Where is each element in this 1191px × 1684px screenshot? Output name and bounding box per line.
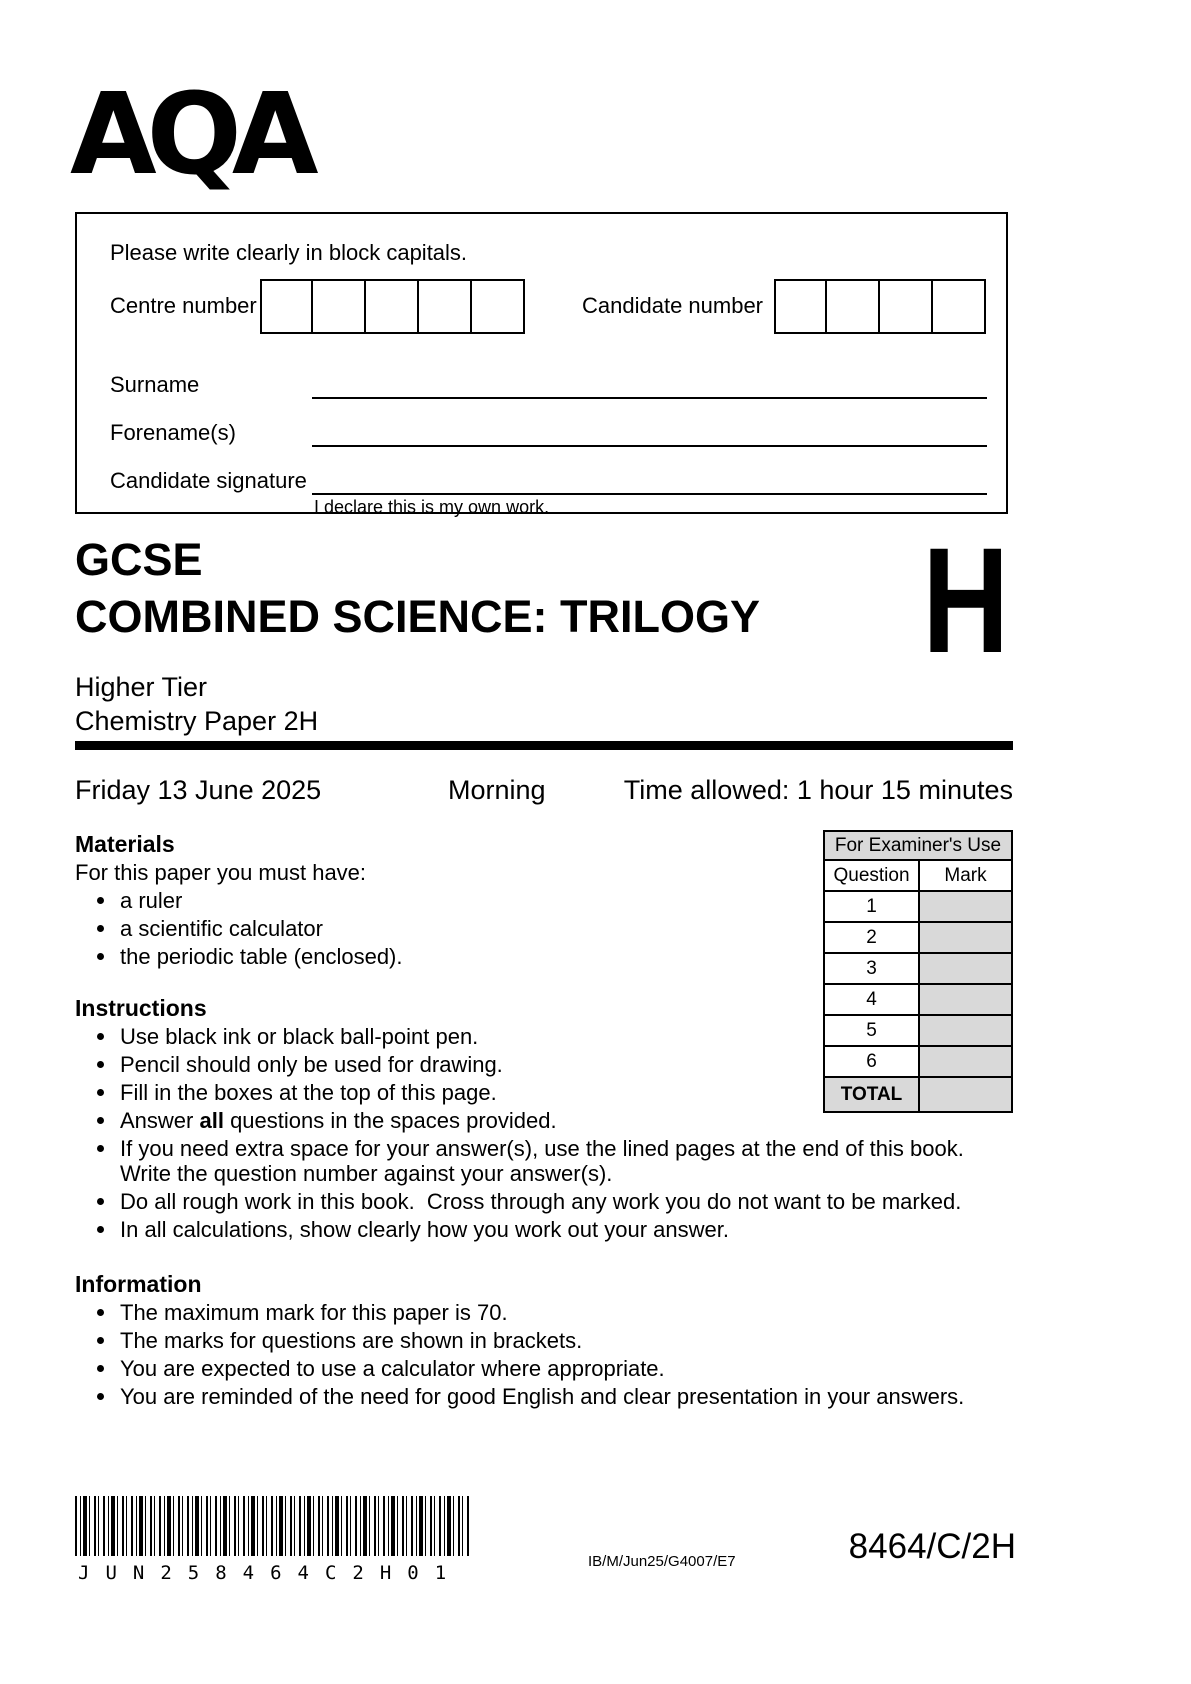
information-item xyxy=(75,1356,1013,1381)
candidate-number-cell[interactable] xyxy=(933,279,986,334)
question-number-cell: 6 xyxy=(824,1046,919,1077)
information-item xyxy=(75,1384,1013,1409)
materials-item-text: a ruler xyxy=(120,888,183,913)
bullet-icon xyxy=(97,1145,104,1152)
information-text: You are expected to use a calculator where appropriate. xyxy=(120,1356,665,1381)
instruction-text-part: questions in the spaces provided. xyxy=(223,1108,557,1133)
mark-cell xyxy=(919,984,1012,1015)
candidate-number-cell[interactable] xyxy=(774,279,827,334)
centre-number-cell[interactable] xyxy=(419,279,472,334)
materials-list xyxy=(75,888,1013,969)
bullet-icon xyxy=(97,1337,104,1344)
declaration-text: I declare this is my own work. xyxy=(314,497,550,517)
bullet-icon xyxy=(97,1061,104,1068)
question-number-cell: 4 xyxy=(824,984,919,1015)
bullet-icon xyxy=(97,953,104,960)
information-item xyxy=(75,1300,1013,1325)
exam-date: Friday 13 June 2025 xyxy=(75,775,322,805)
instruction-text-part: Answer xyxy=(120,1108,200,1133)
materials-item xyxy=(75,916,1013,941)
instructions-heading: Instructions xyxy=(75,995,207,1021)
session-row xyxy=(75,772,1013,808)
centre-number-cells xyxy=(260,279,525,334)
surname-label: Surname xyxy=(110,372,200,397)
paper-name: Chemistry Paper 2H xyxy=(75,706,319,736)
information-heading: Information xyxy=(75,1271,202,1297)
materials-item xyxy=(75,888,1013,913)
centre-number-cell[interactable] xyxy=(472,279,525,334)
mark-column-header: Mark xyxy=(919,860,1012,891)
bullet-icon xyxy=(97,1117,104,1124)
main-content xyxy=(75,820,1013,1412)
centre-number-cell[interactable] xyxy=(260,279,313,334)
instruction-text: In all calculations, show clearly how you work out your answer. xyxy=(120,1217,729,1242)
candidate-number-cell[interactable] xyxy=(827,279,880,334)
information-item xyxy=(75,1328,1013,1353)
materials-intro: For this paper you must have: xyxy=(75,860,367,885)
information-list xyxy=(75,1300,1013,1409)
instruction-item xyxy=(75,1189,1013,1214)
candidate-details-box xyxy=(75,212,1008,517)
paper-code: 8464/C/2H xyxy=(848,1527,1016,1566)
materials-item-text: the periodic table (enclosed). xyxy=(120,944,403,969)
bullet-icon xyxy=(97,1393,104,1400)
reference-code: IB/M/Jun25/G4007/E7 xyxy=(588,1553,736,1570)
information-text: The maximum mark for this paper is 70. xyxy=(120,1300,508,1325)
candidate-number-cells xyxy=(774,279,986,334)
bullet-icon xyxy=(97,1033,104,1040)
forenames-field[interactable] xyxy=(312,420,987,447)
instruction-item xyxy=(75,1108,1013,1133)
instruction-text: If you need extra space for your answer(s), use the lined pages at the end of this book. Write the question number against your answer(s). xyxy=(120,1136,977,1186)
instruction-item xyxy=(75,1136,1013,1186)
instruction-text-bold: all xyxy=(199,1108,224,1133)
bullet-icon xyxy=(97,925,104,932)
instruction-text xyxy=(120,1108,557,1133)
horizontal-rule xyxy=(75,741,1013,750)
exam-time-of-day: Morning xyxy=(448,775,546,805)
signature-label: Candidate signature xyxy=(110,468,307,493)
centre-number-cell[interactable] xyxy=(366,279,419,334)
surname-field[interactable] xyxy=(312,372,987,399)
tier-letter-badge: H xyxy=(922,516,1010,684)
signature-field[interactable] xyxy=(312,468,987,495)
bullet-icon xyxy=(97,1198,104,1205)
barcode-text: JUN258464C2H01 xyxy=(78,1562,463,1584)
tier-label: Higher Tier xyxy=(75,672,208,702)
question-number-cell: 2 xyxy=(824,922,919,953)
materials-item xyxy=(75,944,1013,969)
instruction-text: Pencil should only be used for drawing. xyxy=(120,1052,503,1077)
materials-item-text: a scientific calculator xyxy=(120,916,323,941)
candidate-number-label: Candidate number xyxy=(582,293,764,318)
instruction-text: Do all rough work in this book. Cross through any work you do not want to be marked. xyxy=(120,1189,962,1214)
instruction-text: Use black ink or black ball-point pen. xyxy=(120,1024,479,1049)
information-text: The marks for questions are shown in brackets. xyxy=(120,1328,583,1353)
examiner-table-title: For Examiner's Use xyxy=(824,831,1012,860)
forenames-label: Forename(s) xyxy=(110,420,236,445)
question-number-cell: 1 xyxy=(824,891,919,922)
question-number-cell: 3 xyxy=(824,953,919,984)
instruction-item xyxy=(75,1080,1013,1105)
materials-heading: Materials xyxy=(75,831,175,857)
instruction-item xyxy=(75,1217,1013,1242)
instruction-item xyxy=(75,1024,1013,1049)
bullet-icon xyxy=(97,1226,104,1233)
centre-number-label: Centre number xyxy=(110,293,257,318)
barcode xyxy=(75,1496,470,1556)
instruction-text: Fill in the boxes at the top of this page. xyxy=(120,1080,497,1105)
time-allowed: Time allowed: 1 hour 15 minutes xyxy=(623,775,1013,805)
bullet-icon xyxy=(97,1365,104,1372)
bullet-icon xyxy=(97,1089,104,1096)
candidate-number-cell[interactable] xyxy=(880,279,933,334)
centre-number-cell[interactable] xyxy=(313,279,366,334)
examiner-table-row xyxy=(824,984,1012,1015)
instructions-list xyxy=(75,1024,1013,1242)
aqa-logo: AQA xyxy=(70,70,309,200)
block-capitals-instruction: Please write clearly in block capitals. xyxy=(110,240,468,265)
instruction-item xyxy=(75,1052,1013,1077)
question-number-cell: 5 xyxy=(824,1015,919,1046)
number-entry-row xyxy=(110,278,995,334)
bullet-icon xyxy=(97,1309,104,1316)
information-text: You are reminded of the need for good English and clear presentation in your answers. xyxy=(120,1384,965,1409)
subject-title: COMBINED SCIENCE: TRILOGY xyxy=(75,591,761,642)
bullet-icon xyxy=(97,897,104,904)
qualification-title: GCSE xyxy=(75,534,203,585)
total-label-cell: TOTAL xyxy=(824,1077,919,1112)
question-column-header: Question xyxy=(824,860,919,891)
